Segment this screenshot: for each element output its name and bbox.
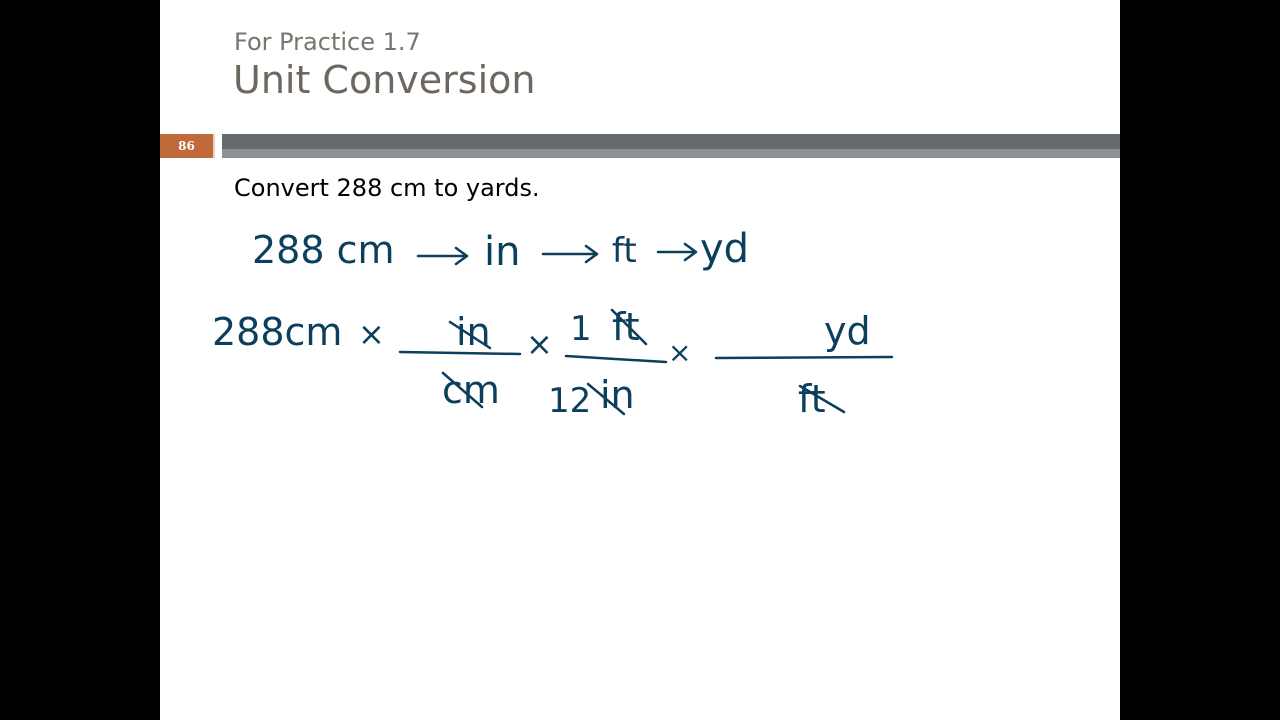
factor2-denominator-unit: in: [600, 373, 635, 417]
setup-start-amount: 288cm: [212, 310, 343, 354]
slide-title: Unit Conversion: [233, 58, 536, 102]
fraction-bar: [566, 356, 666, 362]
times-sign: ×: [526, 325, 553, 363]
arrow-icon: [543, 246, 597, 262]
path-step-in: in: [484, 229, 521, 275]
factor2-numerator-unit: ft: [612, 305, 640, 349]
path-start-amount: 288 cm: [252, 228, 395, 272]
times-sign: ×: [668, 336, 692, 369]
factor1-denominator-unit: cm: [442, 368, 500, 412]
path-step-ft: ft: [612, 231, 637, 271]
slide: [160, 0, 1120, 720]
path-step-yd: yd: [700, 226, 750, 272]
fraction-bar: [716, 357, 892, 358]
factor3-numerator-unit: yd: [824, 309, 871, 353]
slide-number: 86: [178, 139, 195, 153]
times-sign: ×: [358, 315, 385, 353]
factor1-numerator-unit: in: [456, 310, 491, 354]
factor3-denominator-unit: ft: [798, 377, 826, 421]
factor2-numerator-value: 1: [570, 309, 592, 349]
arrow-icon: [658, 244, 696, 260]
slide-subtitle: For Practice 1.7: [234, 28, 421, 56]
factor2-denominator-value: 12: [548, 381, 592, 421]
handwritten-work: [160, 0, 1120, 720]
arrow-icon: [418, 248, 467, 264]
problem-statement: Convert 288 cm to yards.: [234, 174, 540, 202]
fraction-bar: [400, 352, 520, 354]
